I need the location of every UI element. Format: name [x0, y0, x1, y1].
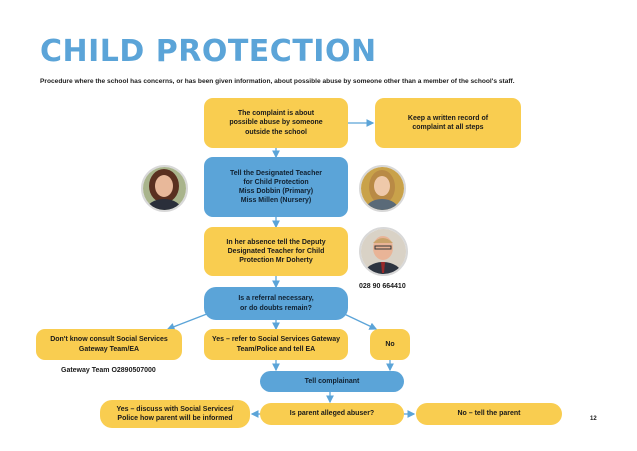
box-designated-teacher: Tell the Designated Teacher for Child Protection Miss Dobbin (Primary) Miss Millen (Nursery)	[204, 157, 348, 217]
portrait-mr-doherty	[359, 227, 408, 276]
portrait-miss-millen	[359, 165, 406, 212]
doherty-phone: 028 90 664410	[359, 283, 406, 290]
box-no-tell-parent: No – tell the parent	[416, 403, 562, 425]
box-referral-question: Is a referral necessary, or do doubts remain?	[204, 287, 348, 320]
box-parent-abuser: Is parent alleged abuser?	[260, 403, 404, 425]
box-complaint: The complaint is about possible abuse by someone outside the school	[204, 98, 348, 148]
box-no: No	[370, 329, 410, 360]
page-title: CHILD PROTECTION	[40, 34, 377, 69]
page-subtitle: Procedure where the school has concerns, or has been given information, about possible abuse by someone other than a member of the school's staff.	[40, 78, 515, 85]
box-dont-know: Don't know consult Social Services Gateway Team/EA	[36, 329, 182, 360]
box-deputy-teacher: In her absence tell the Deputy Designated Teacher for Child Protection Mr Doherty	[204, 227, 348, 276]
page-number: 12	[590, 416, 597, 422]
portrait-miss-dobbin	[141, 165, 188, 212]
box-yes-refer: Yes – refer to Social Services Gateway Team/Police and tell EA	[204, 329, 348, 360]
box-keep-record: Keep a written record of complaint at all steps	[375, 98, 521, 148]
gateway-phone: Gateway Team O2890507000	[61, 367, 156, 374]
box-yes-discuss: Yes – discuss with Social Services/ Police how parent will be informed	[100, 400, 250, 428]
box-tell-complainant: Tell complainant	[260, 371, 404, 392]
